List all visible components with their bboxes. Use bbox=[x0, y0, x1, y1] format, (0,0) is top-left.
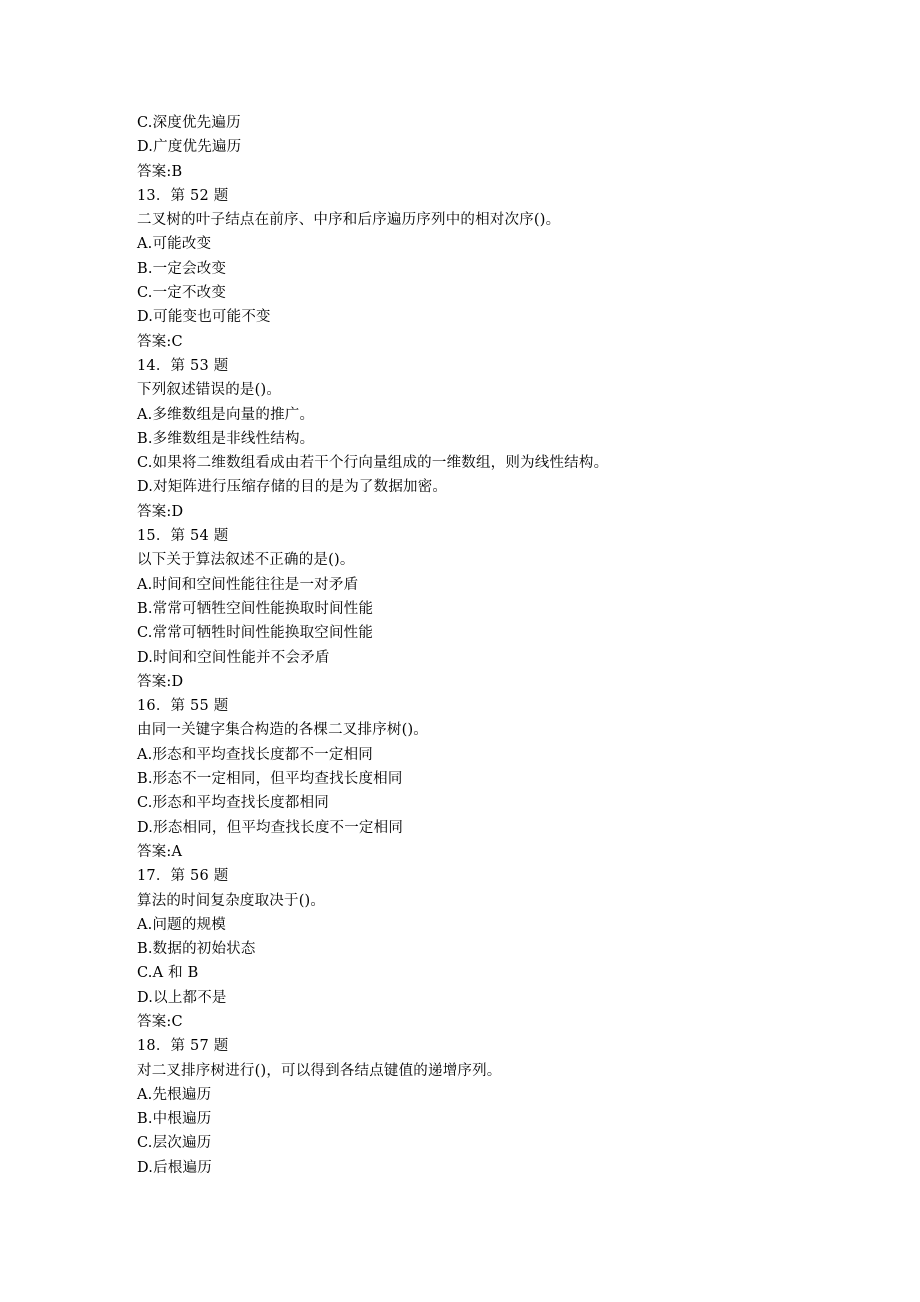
option-line: B.形态不一定相同，但平均查找长度相同 bbox=[137, 771, 403, 788]
question-text: 对二叉排序树进行()，可以得到各结点键值的递增序列。 bbox=[137, 1062, 502, 1079]
question-text: 由同一关键字集合构造的各棵二叉排序树()。 bbox=[137, 722, 429, 739]
question-number: 15．第 54 题 bbox=[137, 528, 229, 545]
option-line: D.形态相同，但平均查找长度不一定相同 bbox=[137, 819, 404, 836]
option-line: B.数据的初始状态 bbox=[137, 941, 256, 958]
option-line: A.问题的规模 bbox=[137, 916, 226, 933]
option-line: A.形态和平均查找长度都不一定相同 bbox=[137, 746, 373, 763]
option-line: A.多维数组是向量的推广。 bbox=[137, 406, 315, 423]
question-number: 13．第 52 题 bbox=[137, 187, 229, 204]
question-text: 以下关于算法叙述不正确的是()。 bbox=[137, 552, 355, 569]
option-line: B.一定会改变 bbox=[137, 260, 227, 277]
option-line: A.可能改变 bbox=[137, 236, 212, 253]
question-number: 14．第 53 题 bbox=[137, 357, 229, 374]
question-number: 18．第 57 题 bbox=[137, 1038, 229, 1055]
option-line: D.后根遍历 bbox=[137, 1159, 212, 1176]
option-line: D.可能变也可能不变 bbox=[137, 309, 271, 326]
answer-line: 答案:C bbox=[137, 1013, 183, 1030]
option-line: C.如果将二维数组看成由若干个行向量组成的一维数组，则为线性结构。 bbox=[137, 455, 609, 472]
option-line: C.深度优先遍历 bbox=[137, 115, 241, 131]
option-line: D.广度优先遍历 bbox=[137, 139, 242, 156]
answer-line: 答案:B bbox=[137, 163, 183, 180]
question-number: 16．第 55 题 bbox=[137, 698, 229, 715]
option-line: C.常常可牺牲时间性能换取空间性能 bbox=[137, 625, 374, 642]
question-text: 二叉树的叶子结点在前序、中序和后序遍历序列中的相对次序()。 bbox=[137, 212, 561, 229]
answer-line: 答案:A bbox=[137, 843, 183, 860]
question-number: 17．第 56 题 bbox=[137, 868, 229, 885]
option-line: C.A 和 B bbox=[137, 965, 199, 982]
question-text: 算法的时间复杂度取决于()。 bbox=[137, 892, 326, 909]
option-line: C.一定不改变 bbox=[137, 285, 227, 302]
option-line: B.常常可牺牲空间性能换取时间性能 bbox=[137, 600, 374, 617]
option-line: C.层次遍历 bbox=[137, 1135, 212, 1152]
option-line: D.时间和空间性能并不会矛盾 bbox=[137, 649, 330, 666]
option-line: A.时间和空间性能往往是一对矛盾 bbox=[137, 576, 359, 593]
option-line: C.形态和平均查找长度都相同 bbox=[137, 795, 329, 812]
option-line: D.对矩阵进行压缩存储的目的是为了数据加密。 bbox=[137, 479, 448, 496]
option-line: B.中根遍历 bbox=[137, 1111, 212, 1128]
answer-line: 答案:D bbox=[137, 673, 184, 690]
question-text: 下列叙述错误的是()。 bbox=[137, 382, 282, 399]
answer-line: 答案:C bbox=[137, 333, 183, 350]
answer-line: 答案:D bbox=[137, 503, 184, 520]
option-line: A.先根遍历 bbox=[137, 1086, 212, 1103]
document-page bbox=[137, 111, 897, 1180]
option-line: B.多维数组是非线性结构。 bbox=[137, 430, 315, 447]
option-line: D.以上都不是 bbox=[137, 989, 227, 1006]
